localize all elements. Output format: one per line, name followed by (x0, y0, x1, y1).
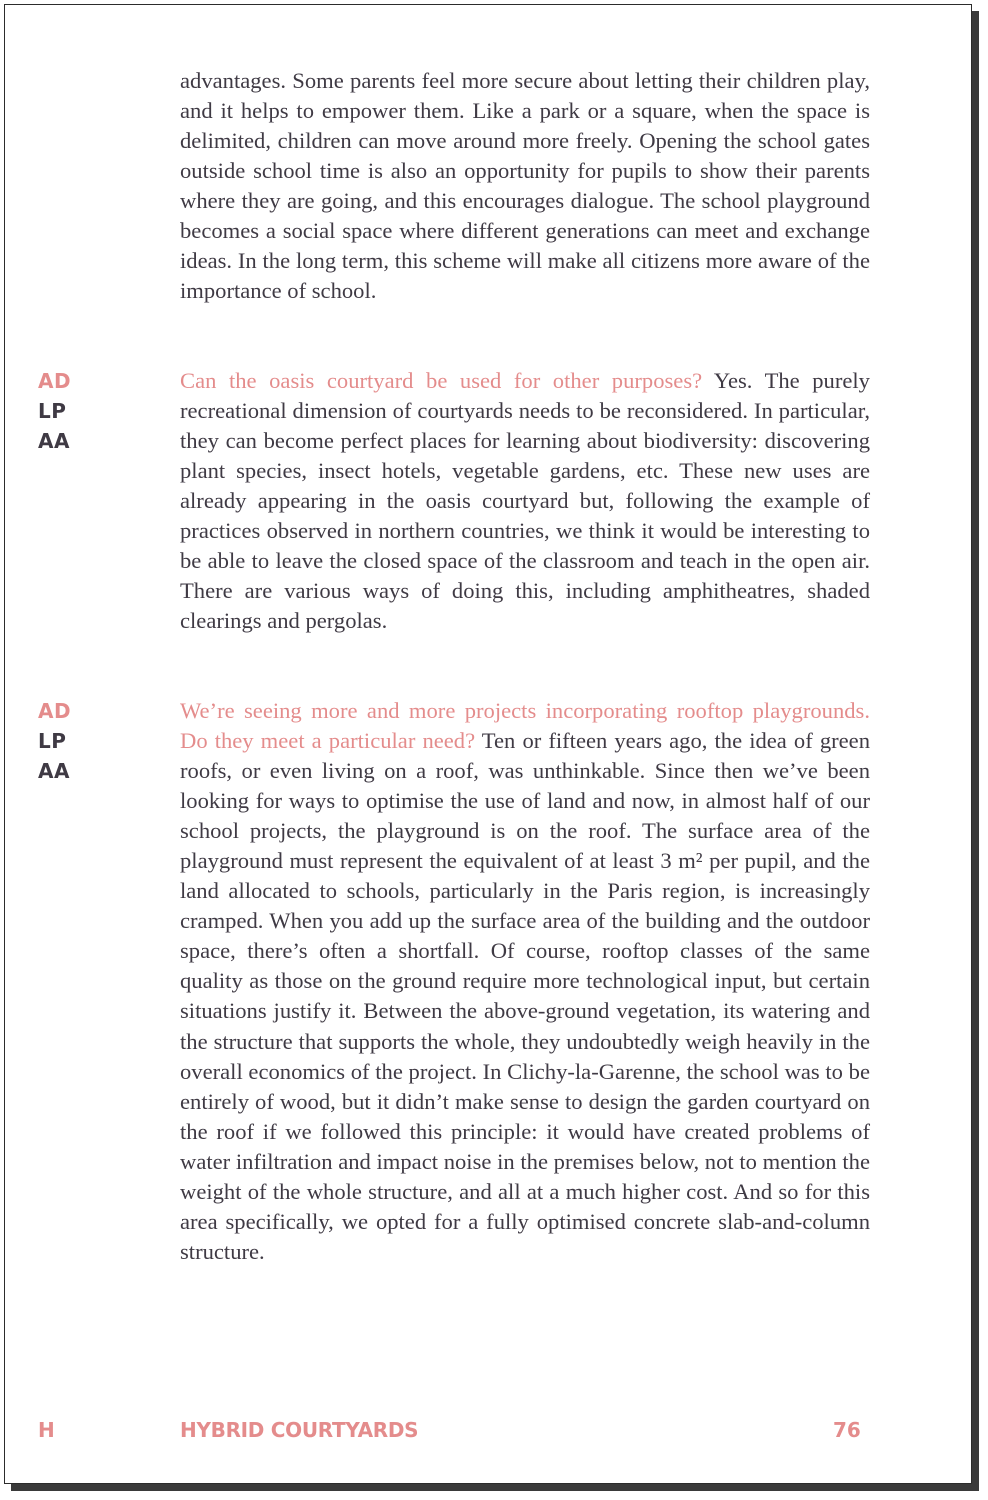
footer-section-letter: H (38, 1418, 55, 1442)
footer-section-title: HYBRID COURTYARDS (180, 1418, 419, 1442)
speaker-tags-2 (38, 696, 71, 786)
speaker-aa: AA (38, 429, 70, 453)
answer-text: Yes. The purely recreational dimension of courtyards needs to be reconsidered. In particular, they can become perfect places for learning about biodiversity: discovering plant species, insect hotels, vegetable gardens, etc. These new uses are already appearing in the oasis courtyard but, following the example of practices observed in northern countries, we think it would be interesting to be able to leave the closed space of the classroom and teach in the open air. There are various ways of doing this, including amphitheatres, shaded clearings and pergolas. (180, 368, 870, 634)
speaker-lp: LP (38, 399, 67, 423)
question-text: We’re seeing more and more projects incorporating rooftop playgrounds. Do they meet a particular need? (180, 698, 870, 754)
speaker-tags-1 (38, 366, 71, 456)
page-number: 76 (833, 1418, 861, 1442)
question-text: Can the oasis courtyard be used for other purposes? (180, 368, 703, 393)
document-page (4, 4, 972, 1484)
speaker-aa: AA (38, 759, 70, 783)
paragraph-2 (180, 366, 870, 636)
answer-text: Ten or fifteen years ago, the idea of green roofs, or even living on a roof, was unthinkable. Since then we’ve been looking for ways to optimise the use of land and now, in almost half of our school projects, the playground is on the roof. The surface area of the playground must represent the equivalent of at least 3 m² per pupil, and the land allocated to schools, particularly in the Paris region, is increasingly cramped. When you add up the surface area of the building and the outdoor space, there’s often a shortfall. Of course, rooftop classes of the same quality as those on the ground require more technological input, but certain situations justify it. Between the above-ground vegetation, its watering and the structure that supports the whole, they undoubtedly weigh heavily in the overall economics of the project. In Clichy-la-Garenne, the school was to be entirely of wood, but it didn’t make sense to design the garden courtyard on the roof if we followed this principle: it would have created problems of water infiltration and impact noise in the premises below, not to mention the weight of the whole structure, and all at a much higher cost. And so for this area specifically, we opted for a fully optimised concrete slab-and-column structure. (180, 728, 870, 1264)
paragraph-1 (180, 66, 870, 306)
paragraph-3 (180, 696, 870, 1267)
answer-text: advantages. Some parents feel more secure about letting their children play, and it helps to empower them. Like a park or a square, when the space is delimited, children can move around more freely. Opening the school gates outside school time is also an opportunity for pupils to show their parents where they are going, and this encourages dialogue. The school playground becomes a social space where different generations can meet and exchange ideas. In the long term, this scheme will make all citizens more aware of the importance of school. (180, 68, 870, 304)
speaker-ad: AD (38, 369, 72, 393)
speaker-ad: AD (38, 699, 72, 723)
speaker-lp: LP (38, 729, 67, 753)
